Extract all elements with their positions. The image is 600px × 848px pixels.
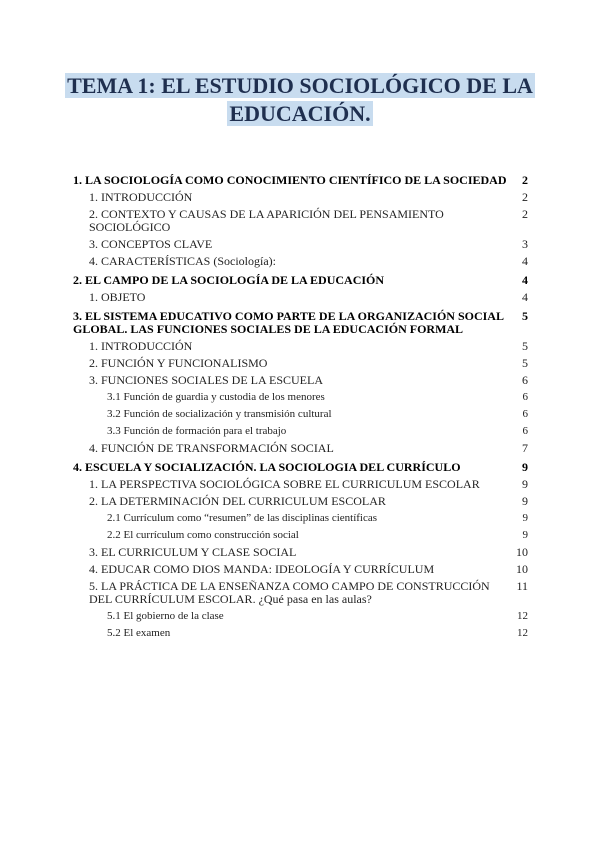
toc-entry-text: 2.1 Currículum como “resumen” de las disciplinas científicas bbox=[107, 512, 378, 524]
toc-entry-page: 4 bbox=[522, 290, 528, 304]
toc-entry-text: 3. FUNCIONES SOCIALES DE LA ESCUELA bbox=[89, 373, 324, 387]
toc-entry[interactable] bbox=[73, 425, 528, 438]
toc-entry-text: 3.3 Función de formación para el trabajo bbox=[107, 425, 287, 437]
toc-entry-page: 12 bbox=[517, 627, 528, 639]
toc-entry[interactable] bbox=[73, 495, 528, 508]
title-line-1: TEMA 1: EL ESTUDIO SOCIOLÓGICO DE LA bbox=[67, 73, 533, 98]
toc-entry[interactable] bbox=[73, 340, 528, 353]
toc-entry[interactable] bbox=[73, 461, 528, 474]
toc-entry-page: 9 bbox=[522, 529, 528, 541]
toc-entry-page: 9 bbox=[522, 512, 528, 524]
toc-entry-page: 2 bbox=[522, 173, 528, 187]
toc-entry-page: 2 bbox=[522, 190, 528, 204]
toc-entry-page: 10 bbox=[516, 562, 528, 576]
toc-entry-page: 6 bbox=[522, 425, 528, 437]
toc-entry-page: 7 bbox=[522, 441, 528, 455]
title-line-2: EDUCACIÓN. bbox=[229, 101, 371, 126]
toc-entry-page: 11 bbox=[516, 579, 528, 593]
toc-entry-page: 6 bbox=[522, 408, 528, 420]
toc-entry-text: 2. CONTEXTO Y CAUSAS DE LA APARICIÓN DEL PENSAMIENTO SOCIOLÓGICO bbox=[89, 207, 444, 234]
toc-entry-page: 10 bbox=[516, 545, 528, 559]
toc-entry-page: 2 bbox=[522, 207, 528, 221]
toc-entry-text: 1. INTRODUCCIÓN bbox=[89, 339, 193, 353]
toc-entry-page: 9 bbox=[522, 494, 528, 508]
toc-entry-text: 2. FUNCIÓN Y FUNCIONALISMO bbox=[89, 356, 268, 370]
toc-entry[interactable] bbox=[73, 374, 528, 387]
toc-entry-text: 2.2 El currículum como construcción social bbox=[107, 529, 299, 541]
toc-entry-page: 12 bbox=[517, 610, 528, 622]
toc-entry-page: 4 bbox=[522, 254, 528, 268]
toc-entry-page: 3 bbox=[522, 237, 528, 251]
toc-entry-page: 6 bbox=[522, 391, 528, 403]
toc-entry[interactable] bbox=[73, 274, 528, 287]
toc-entry[interactable] bbox=[73, 610, 528, 623]
toc-entry[interactable] bbox=[73, 512, 528, 525]
toc-entry-text: 2. LA DETERMINACIÓN DEL CURRICULUM ESCOLAR bbox=[89, 494, 386, 508]
toc-entry-text: 1. OBJETO bbox=[89, 290, 146, 304]
toc-entry-text: 3. CONCEPTOS CLAVE bbox=[89, 237, 213, 251]
toc-entry[interactable] bbox=[73, 546, 528, 559]
toc-entry[interactable] bbox=[73, 529, 528, 542]
toc-entry[interactable] bbox=[73, 563, 528, 576]
toc-entry-text: 3. EL SISTEMA EDUCATIVO COMO PARTE DE LA ORGANIZACIÓN SOCIAL GLOBAL. LAS FUNCIONES SOCIALES DE LA EDUCACIÓN FORMAL bbox=[73, 309, 504, 336]
toc-entry[interactable] bbox=[73, 580, 528, 606]
document-title bbox=[60, 72, 540, 128]
toc-entry[interactable] bbox=[73, 291, 528, 304]
toc-entry[interactable] bbox=[73, 238, 528, 251]
toc-entry[interactable] bbox=[73, 408, 528, 421]
toc-entry-text: 1. LA SOCIOLOGÍA COMO CONOCIMIENTO CIENTÍFICO DE LA SOCIEDAD bbox=[73, 173, 507, 187]
toc-entry[interactable] bbox=[73, 208, 528, 234]
toc-entry-text: 4. CARACTERÍSTICAS (Sociología): bbox=[89, 254, 277, 268]
toc-entry-page: 5 bbox=[522, 339, 528, 353]
toc-entry-text: 5. LA PRÁCTICA DE LA ENSEÑANZA COMO CAMPO DE CONSTRUCCIÓN DEL CURRÍCULUM ESCOLAR. ¿Qué pasa en las aulas? bbox=[89, 579, 490, 606]
toc-entry-text: 4. FUNCIÓN DE TRANSFORMACIÓN SOCIAL bbox=[89, 441, 334, 455]
toc-entry-page: 9 bbox=[522, 477, 528, 491]
toc-entry-page: 5 bbox=[522, 309, 528, 323]
toc-entry[interactable] bbox=[73, 442, 528, 455]
toc-entry[interactable] bbox=[73, 391, 528, 404]
toc-entry[interactable] bbox=[73, 357, 528, 370]
toc-entry-text: 4. ESCUELA Y SOCIALIZACIÓN. LA SOCIOLOGIA DEL CURRÍCULO bbox=[73, 460, 461, 474]
toc-entry-text: 3. EL CURRICULUM Y CLASE SOCIAL bbox=[89, 545, 297, 559]
toc-entry-page: 9 bbox=[522, 460, 528, 474]
toc-entry-text: 3.2 Función de socialización y transmisión cultural bbox=[107, 408, 332, 420]
toc-entry-page: 5 bbox=[522, 356, 528, 370]
toc-entry[interactable] bbox=[73, 255, 528, 268]
toc-entry-text: 5.2 El examen bbox=[107, 627, 171, 639]
toc-entry[interactable] bbox=[73, 191, 528, 204]
toc-entry-text: 4. EDUCAR COMO DIOS MANDA: IDEOLOGÍA Y CURRÍCULUM bbox=[89, 562, 435, 576]
toc-entry[interactable] bbox=[73, 478, 528, 491]
toc-entry-text: 3.1 Función de guardia y custodia de los menores bbox=[107, 391, 325, 403]
toc-entry-text: 1. LA PERSPECTIVA SOCIOLÓGICA SOBRE EL CURRICULUM ESCOLAR bbox=[89, 477, 480, 491]
toc-entry-text: 5.1 El gobierno de la clase bbox=[107, 610, 224, 622]
toc-entry-page: 6 bbox=[522, 373, 528, 387]
toc-entry-text: 1. INTRODUCCIÓN bbox=[89, 190, 193, 204]
toc-entry-page: 4 bbox=[522, 273, 528, 287]
toc-entry[interactable] bbox=[73, 310, 528, 336]
toc-entry[interactable] bbox=[73, 627, 528, 640]
toc-entry[interactable] bbox=[73, 174, 528, 187]
table-of-contents bbox=[73, 174, 528, 644]
toc-entry-text: 2. EL CAMPO DE LA SOCIOLOGÍA DE LA EDUCACIÓN bbox=[73, 273, 385, 287]
